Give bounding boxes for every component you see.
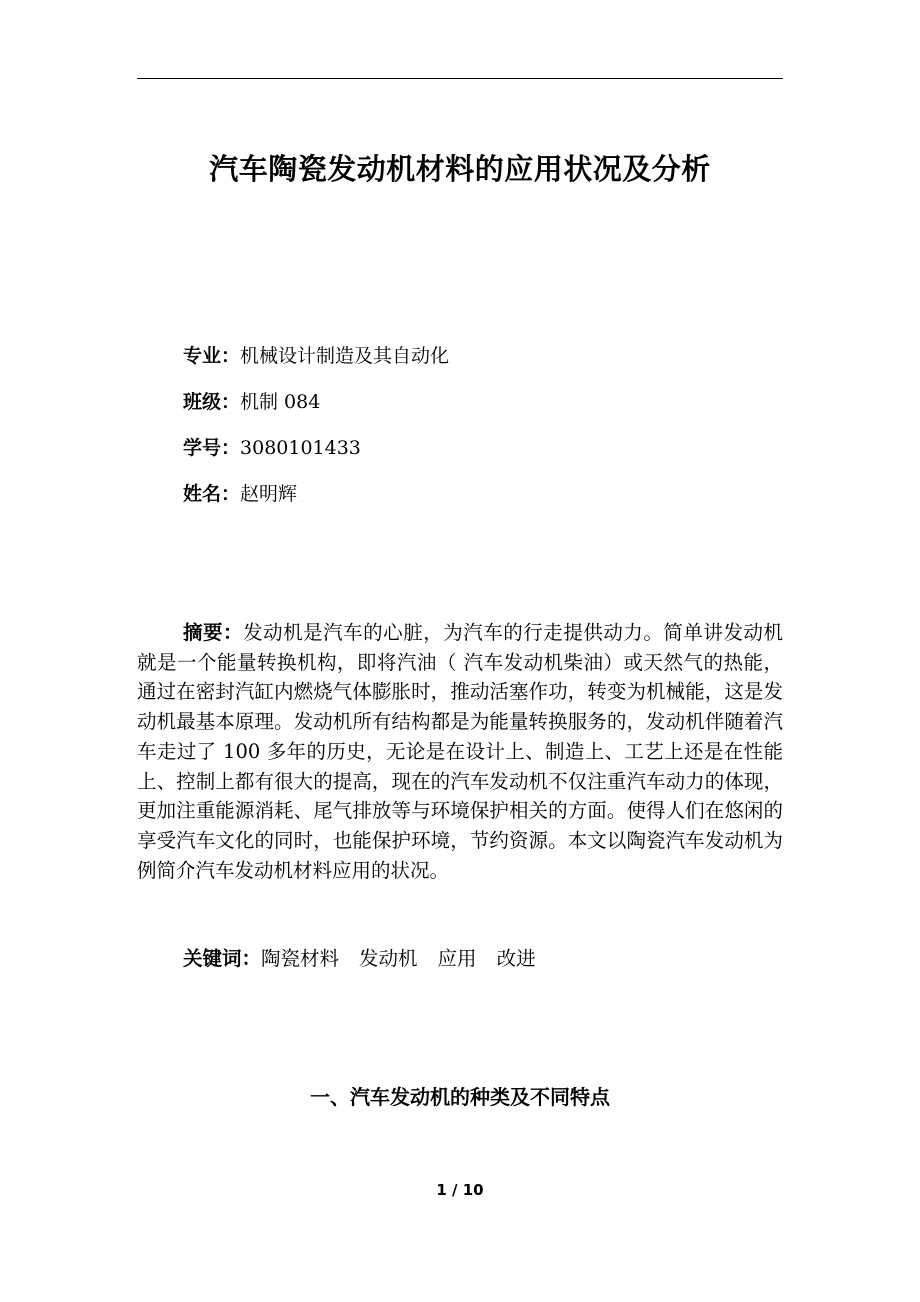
class-value: 机制 084	[240, 391, 321, 413]
keyword-item: 应用	[437, 947, 477, 970]
major-label: 专业：	[183, 345, 241, 367]
abstract-paragraph	[137, 618, 783, 885]
header-rule	[137, 78, 783, 79]
student-info	[183, 338, 783, 522]
student-id-value: 3080101433	[240, 437, 361, 459]
abstract	[137, 618, 783, 885]
page-number: 1 / 10	[436, 1181, 484, 1199]
major-value: 机械设计制造及其自动化	[240, 345, 450, 367]
info-row-name	[183, 476, 783, 522]
info-row-class	[183, 384, 783, 430]
keyword-item: 陶瓷材料	[261, 947, 340, 970]
keywords-label: 关键词：	[183, 947, 262, 970]
document-title: 汽车陶瓷发动机材料的应用状况及分析	[209, 152, 711, 186]
abstract-text: 发动机是汽车的心脏，为汽车的行走提供动力。简单讲发动机就是一个能量转换机构，即将汽油（ 汽车发动机柴油）或天然气的热能，通过在密封汽缸内燃烧气体膨胀时，推动活塞作功，转变为机械能，这是发动机最基本原理。发动机所有结构都是为能量转换服务的，发动机伴随着汽车走过了 100 多年的历史，无论是在设计上、制造上、工艺上还是在性能上、控制上都有很大的提高，现在的汽车发动机不仅注重汽车动力的体现，更加注重能源消耗、尾气排放等与环境保护相关的方面。使得人们在悠闲的享受汽车文化的同时，也能保护环境，节约资源。本文以陶瓷汽车发动机为例简介汽车发动机材料应用的状况。	[137, 621, 783, 882]
section-heading: 一、汽车发动机的种类及不同特点	[310, 1085, 610, 1109]
keyword-item: 改进	[496, 947, 536, 970]
name-value: 赵明辉	[240, 483, 298, 505]
abstract-label: 摘要：	[183, 621, 244, 644]
keyword-item: 发动机	[359, 947, 418, 970]
info-row-major	[183, 338, 783, 384]
student-id-label: 学号：	[183, 437, 241, 459]
class-label: 班级：	[183, 391, 241, 413]
keywords	[183, 942, 556, 976]
info-row-student-id	[183, 430, 783, 476]
name-label: 姓名：	[183, 483, 241, 505]
